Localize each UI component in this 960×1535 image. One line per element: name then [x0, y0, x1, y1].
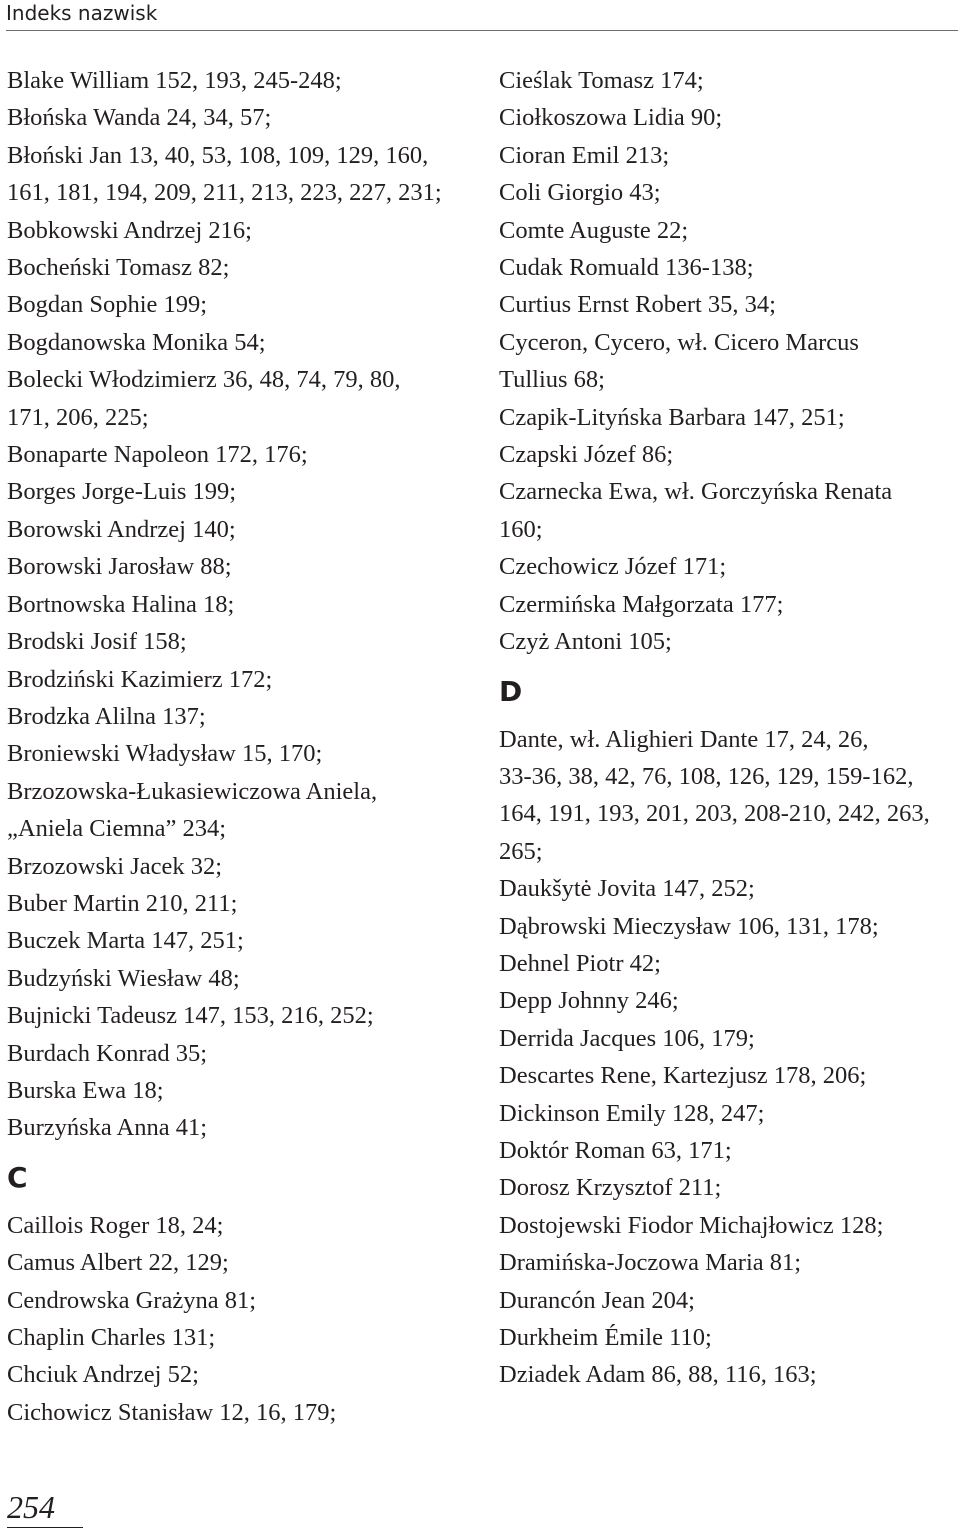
index-entry-line: Cendrowska Grażyna 81; [7, 1286, 257, 1314]
index-entry-line: Cyceron, Cycero, wł. Cicero Marcus [499, 328, 859, 356]
index-entry-line: 171, 206, 225; [7, 403, 149, 431]
index-entry-line: Dehnel Piotr 42; [499, 949, 661, 977]
index-entry-line: 160; [499, 515, 543, 543]
index-entry-line: Bolecki Włodzimierz 36, 48, 74, 79, 80, [7, 366, 401, 394]
index-entry-line: 33-36, 38, 42, 76, 108, 126, 129, 159-162, [499, 762, 914, 790]
index-entry-line: Burska Ewa 18; [7, 1076, 164, 1104]
index-entry-line: Dziadek Adam 86, 88, 116, 163; [499, 1361, 817, 1389]
index-column-right [499, 62, 954, 1394]
index-entry-line: Dąbrowski Mieczysław 106, 131, 178; [499, 912, 879, 940]
index-entry-line: Bogdan Sophie 199; [7, 291, 208, 319]
index-entry-line: Chaplin Charles 131; [7, 1324, 216, 1351]
index-entry-line: Doktór Roman 63, 171; [499, 1136, 732, 1164]
index-entry-line: Dostojewski Fiodor Michajłowicz 128; [499, 1211, 884, 1239]
index-entry-line: Bortnowska Halina 18; [7, 590, 235, 618]
index-entry-line: Błoński Jan 13, 40, 53, 108, 109, 129, 160, [7, 141, 429, 169]
index-entry-line: Ciołkoszowa Lidia 90; [499, 104, 723, 132]
index-entry-line: Bonaparte Napoleon 172, 176; [7, 441, 308, 469]
index-entry-line: 164, 191, 193, 201, 203, 208-210, 242, 263, [499, 800, 930, 828]
index-entry-line: Buczek Marta 147, 251; [7, 927, 244, 955]
header-title: Indeks nazwisk [6, 1, 158, 25]
index-column-left [7, 62, 477, 1431]
index-entry-line: Durancón Jean 204; [499, 1286, 695, 1314]
index-entry-line: Czarnecka Ewa, wł. Gorczyńska Renata [499, 478, 893, 506]
index-entry-line: Depp Johnny 246; [499, 987, 679, 1015]
index-entry-line: Bobkowski Andrzej 216; [7, 216, 252, 244]
section-letter: C [7, 1160, 28, 1194]
index-entry-line: Bogdanowska Monika 54; [7, 328, 266, 356]
index-entry-line: Caillois Roger 18, 24; [7, 1211, 224, 1239]
index-entry-line: Buber Martin 210, 211; [7, 889, 238, 917]
index-entry-line: Descartes Rene, Kartezjusz 178, 206; [499, 1062, 867, 1090]
index-entry-line: 161, 181, 194, 209, 211, 213, 223, 227, 231; [7, 179, 442, 207]
index-entry-line: Comte Auguste 22; [499, 216, 689, 244]
page-number: 254 [7, 1489, 55, 1525]
index-entry-line: 265; [499, 837, 543, 865]
index-entry-line: Cioran Emil 213; [499, 141, 670, 169]
page-footer [7, 1487, 83, 1528]
index-entry-line: Bocheński Tomasz 82; [7, 254, 230, 282]
running-header [6, 0, 958, 31]
index-entry-line: Tullius 68; [499, 366, 605, 394]
index-entry-line: Czyż Antoni 105; [499, 628, 672, 656]
index-entry-line: Brzozowski Jacek 32; [7, 852, 222, 880]
index-entry-line: Cichowicz Stanisław 12, 16, 179; [7, 1398, 337, 1426]
index-entry-line: Brzozowska-Łukasiewiczowa Aniela, [7, 777, 378, 805]
index-entry-line: Broniewski Władysław 15, 170; [7, 740, 323, 768]
index-entry-line: Camus Albert 22, 129; [7, 1249, 229, 1277]
index-entry-line: Bujnicki Tadeusz 147, 153, 216, 252; [7, 1002, 374, 1030]
index-entry-line: Blake William 152, 193, 245-248; [7, 67, 342, 94]
index-entry-line: Burdach Konrad 35; [7, 1039, 208, 1067]
index-entry-line: Burzyńska Anna 41; [7, 1114, 208, 1142]
index-entry-line: Cudak Romuald 136-138; [499, 254, 754, 282]
index-entry-line: Budzyński Wiesław 48; [7, 964, 240, 992]
index-entry-line: Curtius Ernst Robert 35, 34; [499, 291, 776, 319]
index-entry-line: Chciuk Andrzej 52; [7, 1361, 199, 1389]
index-entry-line: Czechowicz Józef 171; [499, 553, 727, 581]
index-entry-line: Dante, wł. Alighieri Dante 17, 24, 26, [499, 725, 869, 753]
index-entry-line: Dramińska-Joczowa Maria 81; [499, 1249, 802, 1277]
index-entry-line: Coli Giorgio 43; [499, 179, 661, 207]
section-letter: D [499, 674, 523, 708]
index-entry-line: Brodzka Alilna 137; [7, 702, 206, 730]
index-entry-line: Borges Jorge-Luis 199; [7, 478, 237, 506]
index-entry-line: Czermińska Małgorzata 177; [499, 590, 784, 618]
index-entry-line: Czapik-Lityńska Barbara 147, 251; [499, 403, 845, 431]
index-entry-line: Borowski Jarosław 88; [7, 553, 232, 581]
index-entry-line: Dorosz Krzysztof 211; [499, 1174, 722, 1202]
index-entry-line: „Aniela Ciemna” 234; [7, 815, 227, 843]
index-entry-line: Brodski Josif 158; [7, 628, 187, 656]
index-entry-line: Borowski Andrzej 140; [7, 515, 236, 543]
index-entry-line: Czapski Józef 86; [499, 441, 674, 469]
index-entry-line: Błońska Wanda 24, 34, 57; [7, 104, 272, 132]
index-entry-line: Derrida Jacques 106, 179; [499, 1024, 755, 1052]
index-entry-line: Dickinson Emily 128, 247; [499, 1099, 765, 1127]
index-entry-line: Brodziński Kazimierz 172; [7, 665, 273, 693]
index-entry-line: Cieślak Tomasz 174; [499, 67, 704, 94]
index-entry-line: Daukšytė Jovita 147, 252; [499, 875, 755, 903]
index-entry-line: Durkheim Émile 110; [499, 1324, 712, 1351]
